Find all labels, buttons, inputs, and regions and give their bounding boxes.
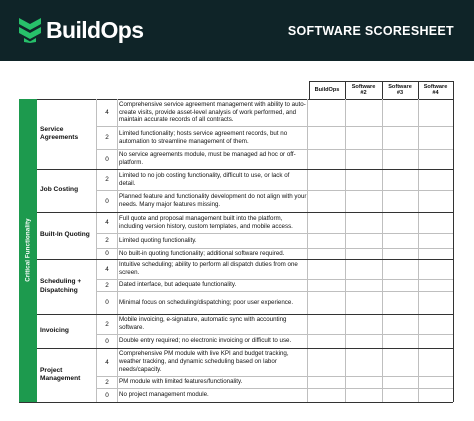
grid-line (309, 81, 453, 82)
score-entry-cell[interactable] (383, 213, 418, 233)
score-entry-cell[interactable] (310, 335, 345, 348)
criteria-description: Full quote and proposal management built into the platform, including version history, custom templates, and mobile access. (119, 214, 293, 230)
score-value: 2 (105, 134, 109, 141)
score-entry-cell[interactable] (419, 170, 453, 190)
score-entry-cell[interactable] (419, 234, 453, 248)
grid-line (382, 81, 383, 99)
criteria-description: Double entry required; no electronic invoicing or difficult to use. (119, 337, 292, 345)
criteria-description: Intuitive scheduling; ability to perform all dispatch duties from one screen. (119, 261, 298, 276)
score-entry-cell[interactable] (346, 127, 382, 149)
score-entry-cell[interactable] (310, 213, 345, 233)
criteria-description: Comprehensive PM module with live KPI and budget tracking, weather tracking, and dynamic scheduling based on labor needs/capacity. (119, 350, 289, 373)
score-value: 0 (105, 197, 109, 205)
page-title: SOFTWARE SCORESHEET (287, 24, 454, 38)
column-header: BuildOps (314, 86, 340, 93)
criteria-description: Dated interface, but adequate functionality. (119, 281, 237, 289)
score-entry-cell[interactable] (310, 100, 345, 126)
score-entry-cell[interactable] (383, 234, 418, 248)
criteria-description: Planned feature and functionality development do not align with your needs. Many major features missing. (119, 193, 307, 208)
column-header: Software #3 (388, 83, 412, 96)
score-value: 4 (105, 358, 109, 366)
score-entry-cell[interactable] (310, 249, 345, 259)
score-entry-cell[interactable] (346, 249, 382, 259)
score-entry-cell[interactable] (419, 249, 453, 259)
score-entry-cell[interactable] (310, 150, 345, 169)
score-entry-cell[interactable] (419, 150, 453, 169)
category-label: Project Management (40, 366, 81, 382)
score-entry-cell[interactable] (310, 315, 345, 334)
category-label: Job Costing (40, 186, 79, 194)
score-entry-cell[interactable] (383, 150, 418, 169)
score-entry-cell[interactable] (310, 349, 345, 376)
score-value: 2 (105, 237, 109, 244)
score-entry-cell[interactable] (346, 150, 382, 169)
category-label: Scheduling + Dispatching (40, 278, 82, 294)
brand-logo (18, 17, 143, 43)
score-entry-cell[interactable] (419, 292, 453, 314)
category-label: Built-In Quoting (40, 231, 90, 239)
criteria-description: No built-in quoting functionality; additional software required. (119, 249, 285, 257)
score-entry-cell[interactable] (310, 260, 345, 279)
grid-line (453, 99, 454, 402)
score-entry-cell[interactable] (310, 389, 345, 402)
score-value: 2 (105, 320, 109, 328)
column-header: Software #4 (423, 83, 448, 96)
score-entry-cell[interactable] (346, 377, 382, 388)
score-entry-cell[interactable] (310, 127, 345, 149)
grid-line (96, 99, 97, 402)
criteria-description: Minimal focus on scheduling/dispatching; poor user experience. (119, 298, 294, 306)
criteria-description: Limited to no job costing functionality, difficult to use, or lack of detail. (119, 171, 290, 187)
score-entry-cell[interactable] (310, 170, 345, 190)
score-value: 0 (105, 299, 109, 306)
score-entry-cell[interactable] (346, 100, 382, 126)
brand-name: BuildOps (46, 17, 144, 43)
score-value: 4 (105, 265, 109, 273)
score-entry-cell[interactable] (419, 349, 453, 376)
header-banner (0, 0, 474, 61)
criteria-description: PM module with limited features/functionality. (119, 378, 243, 386)
grid-line (345, 81, 346, 99)
score-value: 0 (105, 337, 109, 345)
criteria-description: Comprehensive service agreement management with ability to auto-create visits, provide asset-level analysis of work performed, and maintain accurate records of all contracts. (119, 100, 306, 124)
score-entry-cell[interactable] (346, 170, 382, 190)
score-entry-cell[interactable] (383, 100, 418, 126)
criteria-description: No service agreements module, must be managed ad hoc or off-platform. (119, 151, 296, 166)
score-entry-cell[interactable] (383, 280, 418, 291)
score-entry-cell[interactable] (419, 280, 453, 291)
category-label: Invoicing (40, 326, 69, 334)
grid-line (19, 402, 453, 403)
score-entry-cell[interactable] (310, 191, 345, 212)
score-entry-cell[interactable] (419, 335, 453, 348)
score-entry-cell[interactable] (383, 389, 418, 402)
criteria-description: Limited quoting functionality. (119, 236, 197, 244)
criteria-description: No project management module. (119, 391, 209, 399)
score-entry-cell[interactable] (383, 191, 418, 212)
score-value: 2 (105, 176, 109, 183)
score-entry-cell[interactable] (419, 260, 453, 279)
score-entry-cell[interactable] (383, 170, 418, 190)
score-entry-cell[interactable] (346, 335, 382, 348)
score-entry-cell[interactable] (419, 213, 453, 233)
score-entry-cell[interactable] (310, 377, 345, 388)
score-value: 0 (105, 391, 109, 399)
score-value: 4 (105, 109, 109, 116)
score-value: 4 (105, 219, 109, 226)
score-entry-cell[interactable] (383, 315, 418, 334)
score-entry-cell[interactable] (346, 315, 382, 334)
score-entry-cell[interactable] (383, 377, 418, 388)
score-entry-cell[interactable] (310, 280, 345, 291)
column-header: Software #2 (351, 83, 376, 96)
score-entry-cell[interactable] (383, 349, 418, 376)
score-entry-cell[interactable] (383, 260, 418, 279)
score-value: 0 (105, 155, 109, 163)
score-entry-cell[interactable] (346, 260, 382, 279)
grid-line (307, 99, 308, 402)
score-entry-cell[interactable] (346, 234, 382, 248)
grid-line (309, 81, 310, 99)
score-entry-cell[interactable] (419, 377, 453, 388)
score-entry-cell[interactable] (383, 127, 418, 149)
score-entry-cell[interactable] (419, 127, 453, 149)
score-entry-cell[interactable] (346, 213, 382, 233)
score-value: 2 (105, 281, 109, 289)
score-entry-cell[interactable] (346, 389, 382, 402)
score-entry-cell[interactable] (346, 280, 382, 291)
buildops-chevron-icon (18, 17, 42, 43)
score-value: 2 (105, 378, 109, 386)
score-entry-cell[interactable] (419, 315, 453, 334)
score-value: 0 (105, 250, 109, 257)
score-entry-cell[interactable] (419, 389, 453, 402)
grid-line (453, 81, 454, 99)
section-label: Critical Functionality (24, 218, 32, 282)
grid-line (117, 99, 118, 402)
criteria-description: Limited functionality; hosts service agreement records, but no automation to streamline management of them. (119, 129, 288, 145)
criteria-description: Mobile invoicing, e-signature, automatic sync with accounting software. (119, 316, 287, 331)
score-entry-cell[interactable] (419, 191, 453, 212)
category-label: Service Agreements (40, 125, 79, 141)
score-entry-cell[interactable] (346, 349, 382, 376)
score-entry-cell[interactable] (310, 292, 345, 314)
score-entry-cell[interactable] (346, 191, 382, 212)
score-entry-cell[interactable] (310, 234, 345, 248)
score-entry-cell[interactable] (346, 292, 382, 314)
score-entry-cell[interactable] (383, 249, 418, 259)
score-entry-cell[interactable] (419, 100, 453, 126)
score-entry-cell[interactable] (383, 335, 418, 348)
score-entry-cell[interactable] (383, 292, 418, 314)
grid-line (418, 81, 419, 99)
